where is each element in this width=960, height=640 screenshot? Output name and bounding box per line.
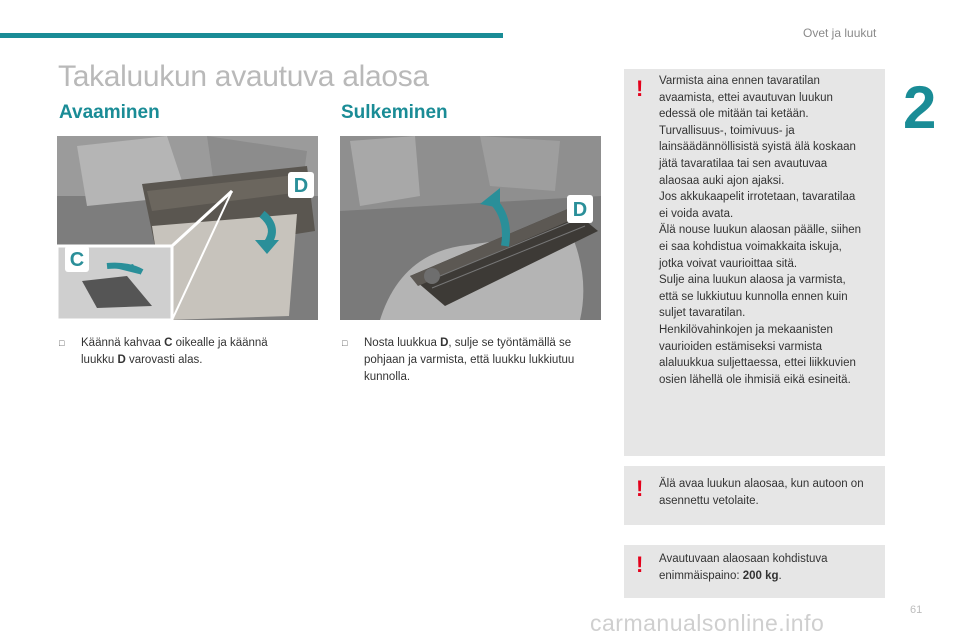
closing-illustration (340, 136, 601, 320)
warning-max-load-text: Avautuvaan alaosaan kohdistuva enimmäispaino: 200 kg. (659, 553, 828, 582)
closing-step-text: Nosta luukkua D, sulje se työntämällä se pohjaan ja varmista, että luukku lukkiutuu kunnolla. (364, 337, 575, 383)
opening-illustration (57, 136, 318, 320)
warning-towbar-text: Älä avaa luukun alaosaa, kun autoon on asennettu vetolaite. (659, 478, 864, 507)
closing-heading: Sulkeminen (341, 102, 448, 123)
warning-exclamation-icon: ! (636, 552, 644, 577)
callout-c-label: C (69, 249, 85, 271)
warning-exclamation-icon: ! (636, 76, 644, 101)
warning-box-safety (624, 69, 885, 456)
callout-d-label: D (293, 175, 309, 197)
page-number: 61 (910, 604, 923, 616)
warning-box-towbar (624, 466, 885, 525)
bullet-icon: □ (342, 338, 348, 348)
page-title: Takaluukun avautuva alaosa (58, 60, 429, 93)
watermark: carmanualsonline.info (590, 610, 825, 636)
warning-safety-text: Varmista aina ennen tavaratilan avaamista, ettei avautuvan luukun edessä ole mitään tai ketään. Turvallisuus-, toimivuus- ja lainsäädännöllisistä syistä älä koskaan jätä tavaratilaa tai sen avautuvaa alaosaa auki ajon ajaksi. Jos akkukaapelit irrotetaan, tavaratilaa ei voida avata. Älä nouse luukun alaosan päälle, siihen ei saa kohdistua voimakkaita iskuja, jotka voivat vaurioittaa sitä. Sulje aina luukun alaosa ja varmista, että se lukkiutuu kunnolla ennen kuin suljet tavaratilan. Henkilövahinkojen ja mekaanisten vaurioiden estämiseksi varmista alaluukkua suljettaessa, ettei liikkuvien osien lähellä ole ihmisiä eikä esineitä. (659, 75, 862, 386)
warning-exclamation-icon: ! (636, 476, 644, 501)
header-accent-bar (0, 33, 503, 38)
bullet-icon: □ (59, 338, 65, 348)
callout-d-label: D (572, 199, 588, 221)
chapter-number: 2 (903, 74, 937, 141)
opening-step-text: Käännä kahvaa C oikealle ja käännä luukku D varovasti alas. (81, 337, 268, 366)
warning-box-max-load (624, 545, 885, 598)
section-name: Ovet ja luukut (803, 26, 877, 40)
opening-heading: Avaaminen (59, 102, 160, 123)
